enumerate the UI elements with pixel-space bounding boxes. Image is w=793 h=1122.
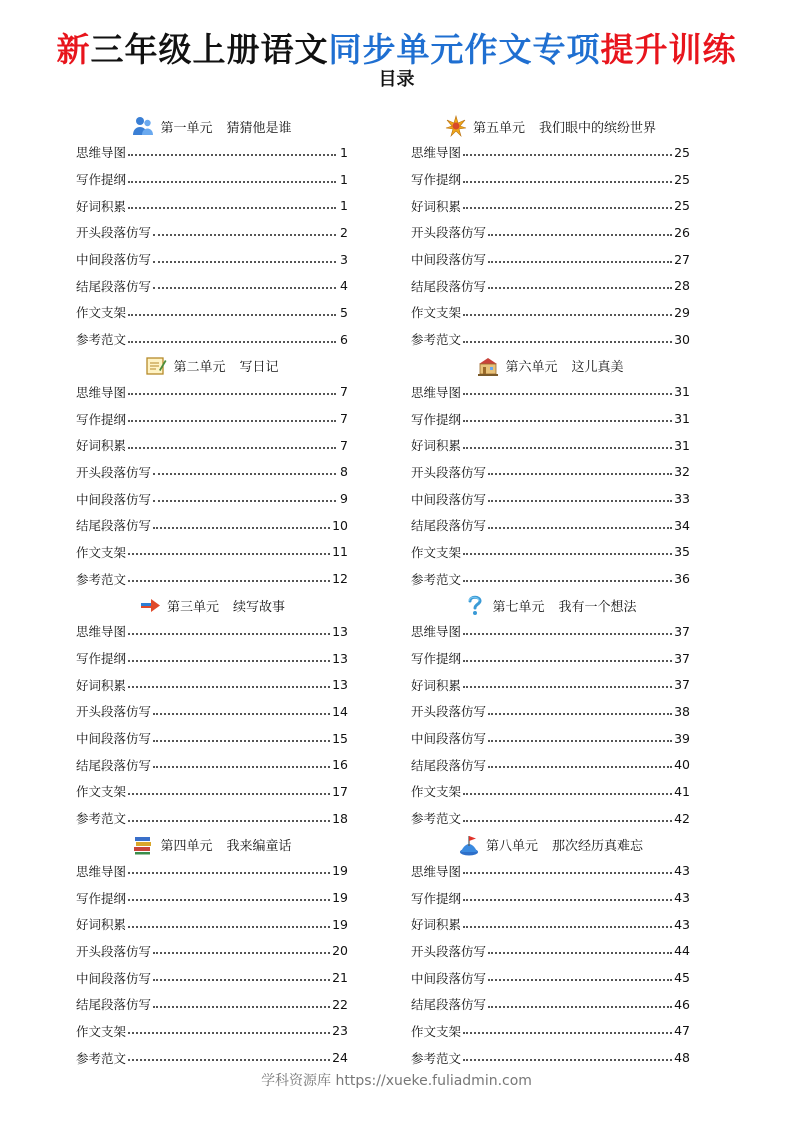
toc-entry[interactable] — [411, 991, 690, 1018]
toc-entry-page: 33 — [674, 491, 690, 507]
dot-leader — [463, 392, 672, 395]
toc-entry[interactable] — [411, 671, 690, 698]
dot-leader — [463, 446, 672, 449]
dot-leader — [128, 579, 330, 582]
toc-entry[interactable] — [411, 539, 690, 566]
toc-entry-page: 13 — [332, 650, 348, 666]
toc-entry-label: 参考范文 — [76, 1050, 127, 1066]
dot-leader — [463, 153, 672, 156]
unit-name: 第一单元 — [160, 120, 213, 136]
toc-entry[interactable] — [76, 1018, 348, 1045]
dot-leader — [128, 392, 336, 395]
dot-leader — [463, 1058, 672, 1061]
toc-entry-page: 21 — [332, 970, 348, 986]
toc-entry-page: 30 — [674, 331, 690, 347]
dot-leader — [128, 898, 330, 901]
toc-entry[interactable] — [76, 751, 348, 778]
toc-entry-page: 19 — [332, 890, 348, 906]
toc-entry[interactable] — [411, 299, 690, 326]
toc-entry-label: 作文支架 — [76, 305, 127, 321]
toc-entry-page: 31 — [674, 437, 690, 453]
toc-entry-page: 4 — [340, 278, 348, 294]
unit-theme: 我们眼中的缤纷世界 — [539, 120, 657, 136]
toc-entry-label: 作文支架 — [411, 784, 462, 800]
toc-entry[interactable] — [76, 698, 348, 725]
unit-heading — [411, 113, 690, 139]
dot-leader — [488, 499, 672, 502]
toc-entry-page: 5 — [340, 304, 348, 320]
toc-entry-label: 中间段落仿写 — [76, 491, 152, 507]
dot-leader — [128, 871, 330, 874]
dot-leader — [128, 685, 330, 688]
toc-entry-page: 45 — [674, 970, 690, 986]
dot-leader — [463, 313, 672, 316]
toc-entry-label: 好词积累 — [76, 438, 127, 454]
toc-entry[interactable] — [411, 139, 690, 166]
dot-leader — [463, 871, 672, 874]
toc-entry-label: 写作提纲 — [76, 172, 127, 188]
toc-entry-label: 结尾段落仿写 — [76, 997, 152, 1013]
toc-entry[interactable] — [76, 964, 348, 991]
dot-leader — [488, 233, 672, 236]
toc-entry-page: 8 — [340, 464, 348, 480]
toc-entry[interactable] — [76, 246, 348, 273]
unit-theme: 这儿真美 — [571, 360, 624, 375]
dot-leader — [153, 1005, 330, 1008]
toc-entry-page: 26 — [674, 224, 690, 240]
toc-entry[interactable] — [76, 459, 348, 486]
toc-entry[interactable] — [411, 778, 690, 805]
toc-entry-label: 写作提纲 — [411, 890, 462, 906]
dot-leader — [153, 951, 330, 954]
unit-name: 第七单元 — [492, 599, 545, 615]
dot-leader — [488, 978, 672, 981]
unit-theme: 那次经历真难忘 — [552, 839, 644, 854]
toc-entry[interactable] — [411, 272, 690, 299]
dot-leader — [463, 552, 672, 555]
unit-name: 第三单元 — [166, 599, 219, 615]
toc-entry-page: 13 — [332, 623, 348, 639]
toc-entry-page: 10 — [332, 517, 348, 533]
toc-entry-page: 3 — [340, 251, 348, 267]
toc-entry-label: 结尾段落仿写 — [411, 278, 487, 294]
toc-entry-page: 19 — [332, 863, 348, 879]
toc-entry-page: 37 — [674, 623, 690, 639]
toc-entry-label: 参考范文 — [411, 1050, 462, 1066]
toc-entry-label: 思维导图 — [411, 863, 462, 879]
toc-entry[interactable] — [411, 512, 690, 539]
toc-entry-label: 结尾段落仿写 — [411, 757, 487, 773]
dot-leader — [488, 1005, 672, 1008]
toc-entry-page: 11 — [332, 544, 348, 560]
dot-leader — [463, 792, 672, 795]
toc-entry[interactable] — [411, 326, 690, 353]
toc-column-left — [76, 113, 348, 1071]
dot-leader — [128, 419, 336, 422]
unit-heading — [411, 592, 690, 618]
toc-entry[interactable] — [76, 805, 348, 832]
dot-leader — [153, 526, 330, 529]
toc-entry-label: 好词积累 — [76, 198, 127, 214]
toc-entry[interactable] — [76, 938, 348, 965]
toc-entry-label: 开头段落仿写 — [411, 464, 487, 480]
toc-entry-page: 14 — [332, 703, 348, 719]
toc-entry-page: 1 — [340, 171, 348, 187]
dot-leader — [488, 951, 672, 954]
dot-leader — [153, 739, 330, 742]
toc-entry-label: 写作提纲 — [76, 411, 127, 427]
toc-entry-label: 参考范文 — [411, 571, 462, 587]
dot-leader — [463, 579, 672, 582]
toc-entry-page: 29 — [674, 304, 690, 320]
toc-entry-page: 13 — [332, 677, 348, 693]
toc-entry-page: 25 — [674, 198, 690, 214]
toc-entry-page: 36 — [674, 571, 690, 587]
dot-leader — [463, 180, 672, 183]
toc-entry-label: 结尾段落仿写 — [76, 278, 152, 294]
toc-entry[interactable] — [411, 938, 690, 965]
toc-entry[interactable] — [76, 139, 348, 166]
toc-entry[interactable] — [411, 725, 690, 752]
toc-entry[interactable] — [76, 432, 348, 459]
toc-entry-page: 31 — [674, 384, 690, 400]
toc-entry-page: 37 — [674, 650, 690, 666]
unit-name: 第二单元 — [173, 360, 226, 375]
toc-entry-page: 40 — [674, 757, 690, 773]
dot-leader — [153, 978, 330, 981]
toc-entry-label: 写作提纲 — [76, 890, 127, 906]
toc-entry[interactable] — [76, 299, 348, 326]
dot-leader — [153, 499, 336, 502]
toc-entry-label: 思维导图 — [411, 624, 462, 640]
building-icon — [477, 355, 499, 377]
toc-entry-label: 结尾段落仿写 — [76, 518, 152, 534]
dot-leader — [153, 472, 336, 475]
toc-entry-label: 中间段落仿写 — [411, 252, 487, 268]
toc-entry-label: 结尾段落仿写 — [411, 518, 487, 534]
toc-entry[interactable] — [76, 671, 348, 698]
toc-entry[interactable] — [411, 246, 690, 273]
unit-theme: 写日记 — [239, 360, 279, 375]
toc-entry-label: 写作提纲 — [76, 651, 127, 667]
toc-entry-page: 43 — [674, 863, 690, 879]
toc-entry-page: 15 — [332, 730, 348, 746]
title-part: 提升训练 — [600, 30, 737, 69]
toc-entry-page: 31 — [674, 411, 690, 427]
dot-leader — [153, 233, 336, 236]
toc-entry-label: 作文支架 — [76, 1023, 127, 1039]
toc-entry-label: 开头段落仿写 — [76, 943, 152, 959]
sun-icon — [445, 115, 467, 137]
unit-theme: 我有一个想法 — [558, 599, 637, 615]
toc-entry-page: 43 — [674, 916, 690, 932]
toc-entry-label: 作文支架 — [76, 544, 127, 560]
toc-entry[interactable] — [76, 272, 348, 299]
toc-entry-page: 23 — [332, 1023, 348, 1039]
toc-entry-page: 7 — [340, 437, 348, 453]
toc-entry-page: 25 — [674, 171, 690, 187]
unit-heading — [411, 832, 690, 858]
toc-entry-label: 中间段落仿写 — [76, 252, 152, 268]
toc-entry-page: 1 — [340, 198, 348, 214]
toc-entry-label: 开头段落仿写 — [411, 943, 487, 959]
dot-leader — [153, 765, 330, 768]
toc-entry[interactable] — [76, 539, 348, 566]
dot-leader — [463, 632, 672, 635]
toc-entry-page: 38 — [674, 703, 690, 719]
toc-entry-page: 7 — [340, 411, 348, 427]
toc-entry[interactable] — [411, 166, 690, 193]
toc-entry-label: 开头段落仿写 — [411, 225, 487, 241]
people-icon — [132, 115, 154, 137]
unit-heading — [76, 113, 348, 139]
toc-entry[interactable] — [411, 459, 690, 486]
toc-entry[interactable] — [411, 911, 690, 938]
toc-entry[interactable] — [411, 485, 690, 512]
toc-entry-page: 37 — [674, 677, 690, 693]
toc-entry[interactable] — [411, 405, 690, 432]
toc-entry-page: 48 — [674, 1050, 690, 1066]
toc-entry-label: 开头段落仿写 — [76, 704, 152, 720]
toc-entry-page: 42 — [674, 810, 690, 826]
toc-entry-page: 46 — [674, 996, 690, 1012]
dot-leader — [153, 712, 330, 715]
dot-leader — [463, 419, 672, 422]
toc-entry[interactable] — [411, 698, 690, 725]
toc-entry-label: 作文支架 — [76, 784, 127, 800]
toc-entry-label: 中间段落仿写 — [76, 970, 152, 986]
unit-theme: 猜猜他是谁 — [226, 120, 292, 136]
toc-entry-page: 7 — [340, 384, 348, 400]
toc-entry[interactable] — [76, 618, 348, 645]
dot-leader — [463, 819, 672, 822]
toc-entry-page: 20 — [332, 943, 348, 959]
toc-entry-page: 47 — [674, 1023, 690, 1039]
toc-entry-label: 参考范文 — [411, 811, 462, 827]
dot-leader — [463, 340, 672, 343]
toc-entry-page: 19 — [332, 916, 348, 932]
dot-leader — [128, 313, 336, 316]
toc-entry-label: 思维导图 — [411, 384, 462, 400]
title-part: 三年级上册语文 — [90, 30, 329, 69]
toc-entry-page: 12 — [332, 571, 348, 587]
toc-entry[interactable] — [76, 884, 348, 911]
dot-leader — [488, 286, 672, 289]
dot-leader — [128, 340, 336, 343]
toc-entry[interactable] — [411, 192, 690, 219]
dot-leader — [128, 925, 330, 928]
toc-entry-label: 结尾段落仿写 — [411, 997, 487, 1013]
toc-entry-page: 24 — [332, 1050, 348, 1066]
toc-entry-label: 写作提纲 — [411, 411, 462, 427]
toc-entry-label: 写作提纲 — [411, 651, 462, 667]
toc-entry-page: 17 — [332, 783, 348, 799]
toc-entry-label: 参考范文 — [411, 332, 462, 348]
toc-column-right — [411, 113, 690, 1071]
toc-entry[interactable] — [411, 645, 690, 672]
toc-entry-label: 思维导图 — [411, 145, 462, 161]
dot-leader — [128, 819, 330, 822]
toc-entry-page: 32 — [674, 464, 690, 480]
books-icon — [132, 834, 154, 856]
unit-theme: 我来编童话 — [226, 839, 292, 854]
toc-entry-page: 34 — [674, 517, 690, 533]
toc-entry-label: 参考范文 — [76, 811, 127, 827]
footer-watermark: 学科资源库 https://xueke.fuliadmin.com — [261, 1073, 532, 1089]
toc-entry-label: 作文支架 — [411, 1023, 462, 1039]
toc-entry[interactable] — [76, 326, 348, 353]
toc-entry[interactable] — [411, 964, 690, 991]
dot-leader — [153, 260, 336, 263]
toc-entry-page: 18 — [332, 810, 348, 826]
toc-entry-label: 开头段落仿写 — [76, 464, 152, 480]
toc-entry-label: 好词积累 — [411, 917, 462, 933]
toc-entry[interactable] — [76, 192, 348, 219]
toc-entry-label: 参考范文 — [76, 332, 127, 348]
toc-entry-page: 39 — [674, 730, 690, 746]
toc-entry-page: 2 — [340, 224, 348, 240]
unit-heading — [76, 353, 348, 379]
toc-entry-label: 思维导图 — [76, 863, 127, 879]
unit-name: 第六单元 — [505, 360, 558, 375]
title-part: 同步单元作文专项 — [328, 30, 601, 69]
dot-leader — [128, 206, 336, 209]
toc-entry-label: 思维导图 — [76, 624, 127, 640]
unit-heading — [411, 353, 690, 379]
unit-theme: 续写故事 — [233, 599, 286, 615]
toc-entry[interactable] — [76, 858, 348, 885]
toc-entry[interactable] — [76, 725, 348, 752]
dot-leader — [488, 712, 672, 715]
toc-entry[interactable] — [411, 618, 690, 645]
dot-leader — [463, 1031, 672, 1034]
toc-entry-label: 好词积累 — [411, 198, 462, 214]
toc-entry[interactable] — [411, 432, 690, 459]
toc-entry-label: 思维导图 — [76, 145, 127, 161]
dot-leader — [128, 1031, 330, 1034]
toc-entry[interactable] — [76, 645, 348, 672]
toc-entry[interactable] — [411, 1044, 690, 1071]
dot-leader — [488, 526, 672, 529]
toc-entry-label: 作文支架 — [411, 544, 462, 560]
toc-entry-page: 6 — [340, 331, 348, 347]
toc-entry-label: 结尾段落仿写 — [76, 757, 152, 773]
dot-leader — [463, 898, 672, 901]
toc-entry[interactable] — [411, 379, 690, 406]
dot-leader — [128, 180, 336, 183]
dot-leader — [488, 472, 672, 475]
toc-entry[interactable] — [411, 219, 690, 246]
unit-name: 第八单元 — [485, 839, 538, 854]
toc-entry-page: 27 — [674, 251, 690, 267]
toc-entry-page: 41 — [674, 783, 690, 799]
toc-entry-label: 思维导图 — [76, 384, 127, 400]
toc-entry-label: 中间段落仿写 — [76, 731, 152, 747]
toc-entry[interactable] — [76, 991, 348, 1018]
toc-entry-page: 22 — [332, 996, 348, 1012]
toc-entry-page: 25 — [674, 144, 690, 160]
toc-entry-label: 写作提纲 — [411, 172, 462, 188]
toc-entry-label: 参考范文 — [76, 571, 127, 587]
toc-entry[interactable] — [76, 166, 348, 193]
toc-entry-label: 好词积累 — [411, 677, 462, 693]
dot-leader — [463, 206, 672, 209]
title-part: 新 — [56, 30, 91, 69]
unit-heading — [76, 832, 348, 858]
toc-entry[interactable] — [76, 379, 348, 406]
toc-entry-label: 中间段落仿写 — [411, 491, 487, 507]
toc-entry[interactable] — [411, 1018, 690, 1045]
unit-name: 第五单元 — [472, 120, 525, 136]
dot-leader — [463, 925, 672, 928]
toc-entry-page: 35 — [674, 544, 690, 560]
unit-name: 第四单元 — [160, 839, 213, 854]
toc-entry-label: 好词积累 — [411, 438, 462, 454]
dot-leader — [128, 792, 330, 795]
toc-entry-page: 28 — [674, 278, 690, 294]
toc-entry-label: 中间段落仿写 — [411, 970, 487, 986]
notebook-icon — [145, 355, 167, 377]
toc-entry-label: 好词积累 — [76, 917, 127, 933]
toc-entry[interactable] — [76, 512, 348, 539]
unit-heading — [76, 592, 348, 618]
toc-entry[interactable] — [411, 565, 690, 592]
toc-entry-label: 中间段落仿写 — [411, 731, 487, 747]
dot-leader — [488, 739, 672, 742]
dot-leader — [488, 765, 672, 768]
toc-heading: 目录 — [378, 69, 415, 90]
question-icon — [464, 594, 486, 616]
toc-entry[interactable] — [76, 219, 348, 246]
toc-entry-page: 1 — [340, 144, 348, 160]
dot-leader — [128, 1058, 330, 1061]
toc-entry[interactable] — [411, 858, 690, 885]
toc-entry[interactable] — [411, 751, 690, 778]
toc-entry[interactable] — [76, 405, 348, 432]
dot-leader — [128, 552, 330, 555]
toc-entry-label: 好词积累 — [76, 677, 127, 693]
arrow-icon — [139, 594, 161, 616]
dot-leader — [488, 260, 672, 263]
toc-entry-page: 43 — [674, 890, 690, 906]
toc-entry[interactable] — [76, 778, 348, 805]
toc-entry[interactable] — [76, 911, 348, 938]
toc-entry-label: 开头段落仿写 — [411, 704, 487, 720]
dot-leader — [463, 685, 672, 688]
flag-icon — [458, 834, 480, 856]
toc-entry[interactable] — [76, 565, 348, 592]
toc-entry[interactable] — [411, 884, 690, 911]
dot-leader — [128, 659, 330, 662]
toc-entry-label: 开头段落仿写 — [76, 225, 152, 241]
toc-entry[interactable] — [76, 485, 348, 512]
toc-entry[interactable] — [411, 805, 690, 832]
dot-leader — [128, 446, 336, 449]
toc-entry-label: 作文支架 — [411, 305, 462, 321]
dot-leader — [463, 659, 672, 662]
dot-leader — [128, 632, 330, 635]
toc-entry-page: 44 — [674, 943, 690, 959]
toc-entry-page: 16 — [332, 757, 348, 773]
toc-entry-page: 9 — [340, 491, 348, 507]
toc-entry[interactable] — [76, 1044, 348, 1071]
dot-leader — [128, 153, 336, 156]
dot-leader — [153, 286, 336, 289]
